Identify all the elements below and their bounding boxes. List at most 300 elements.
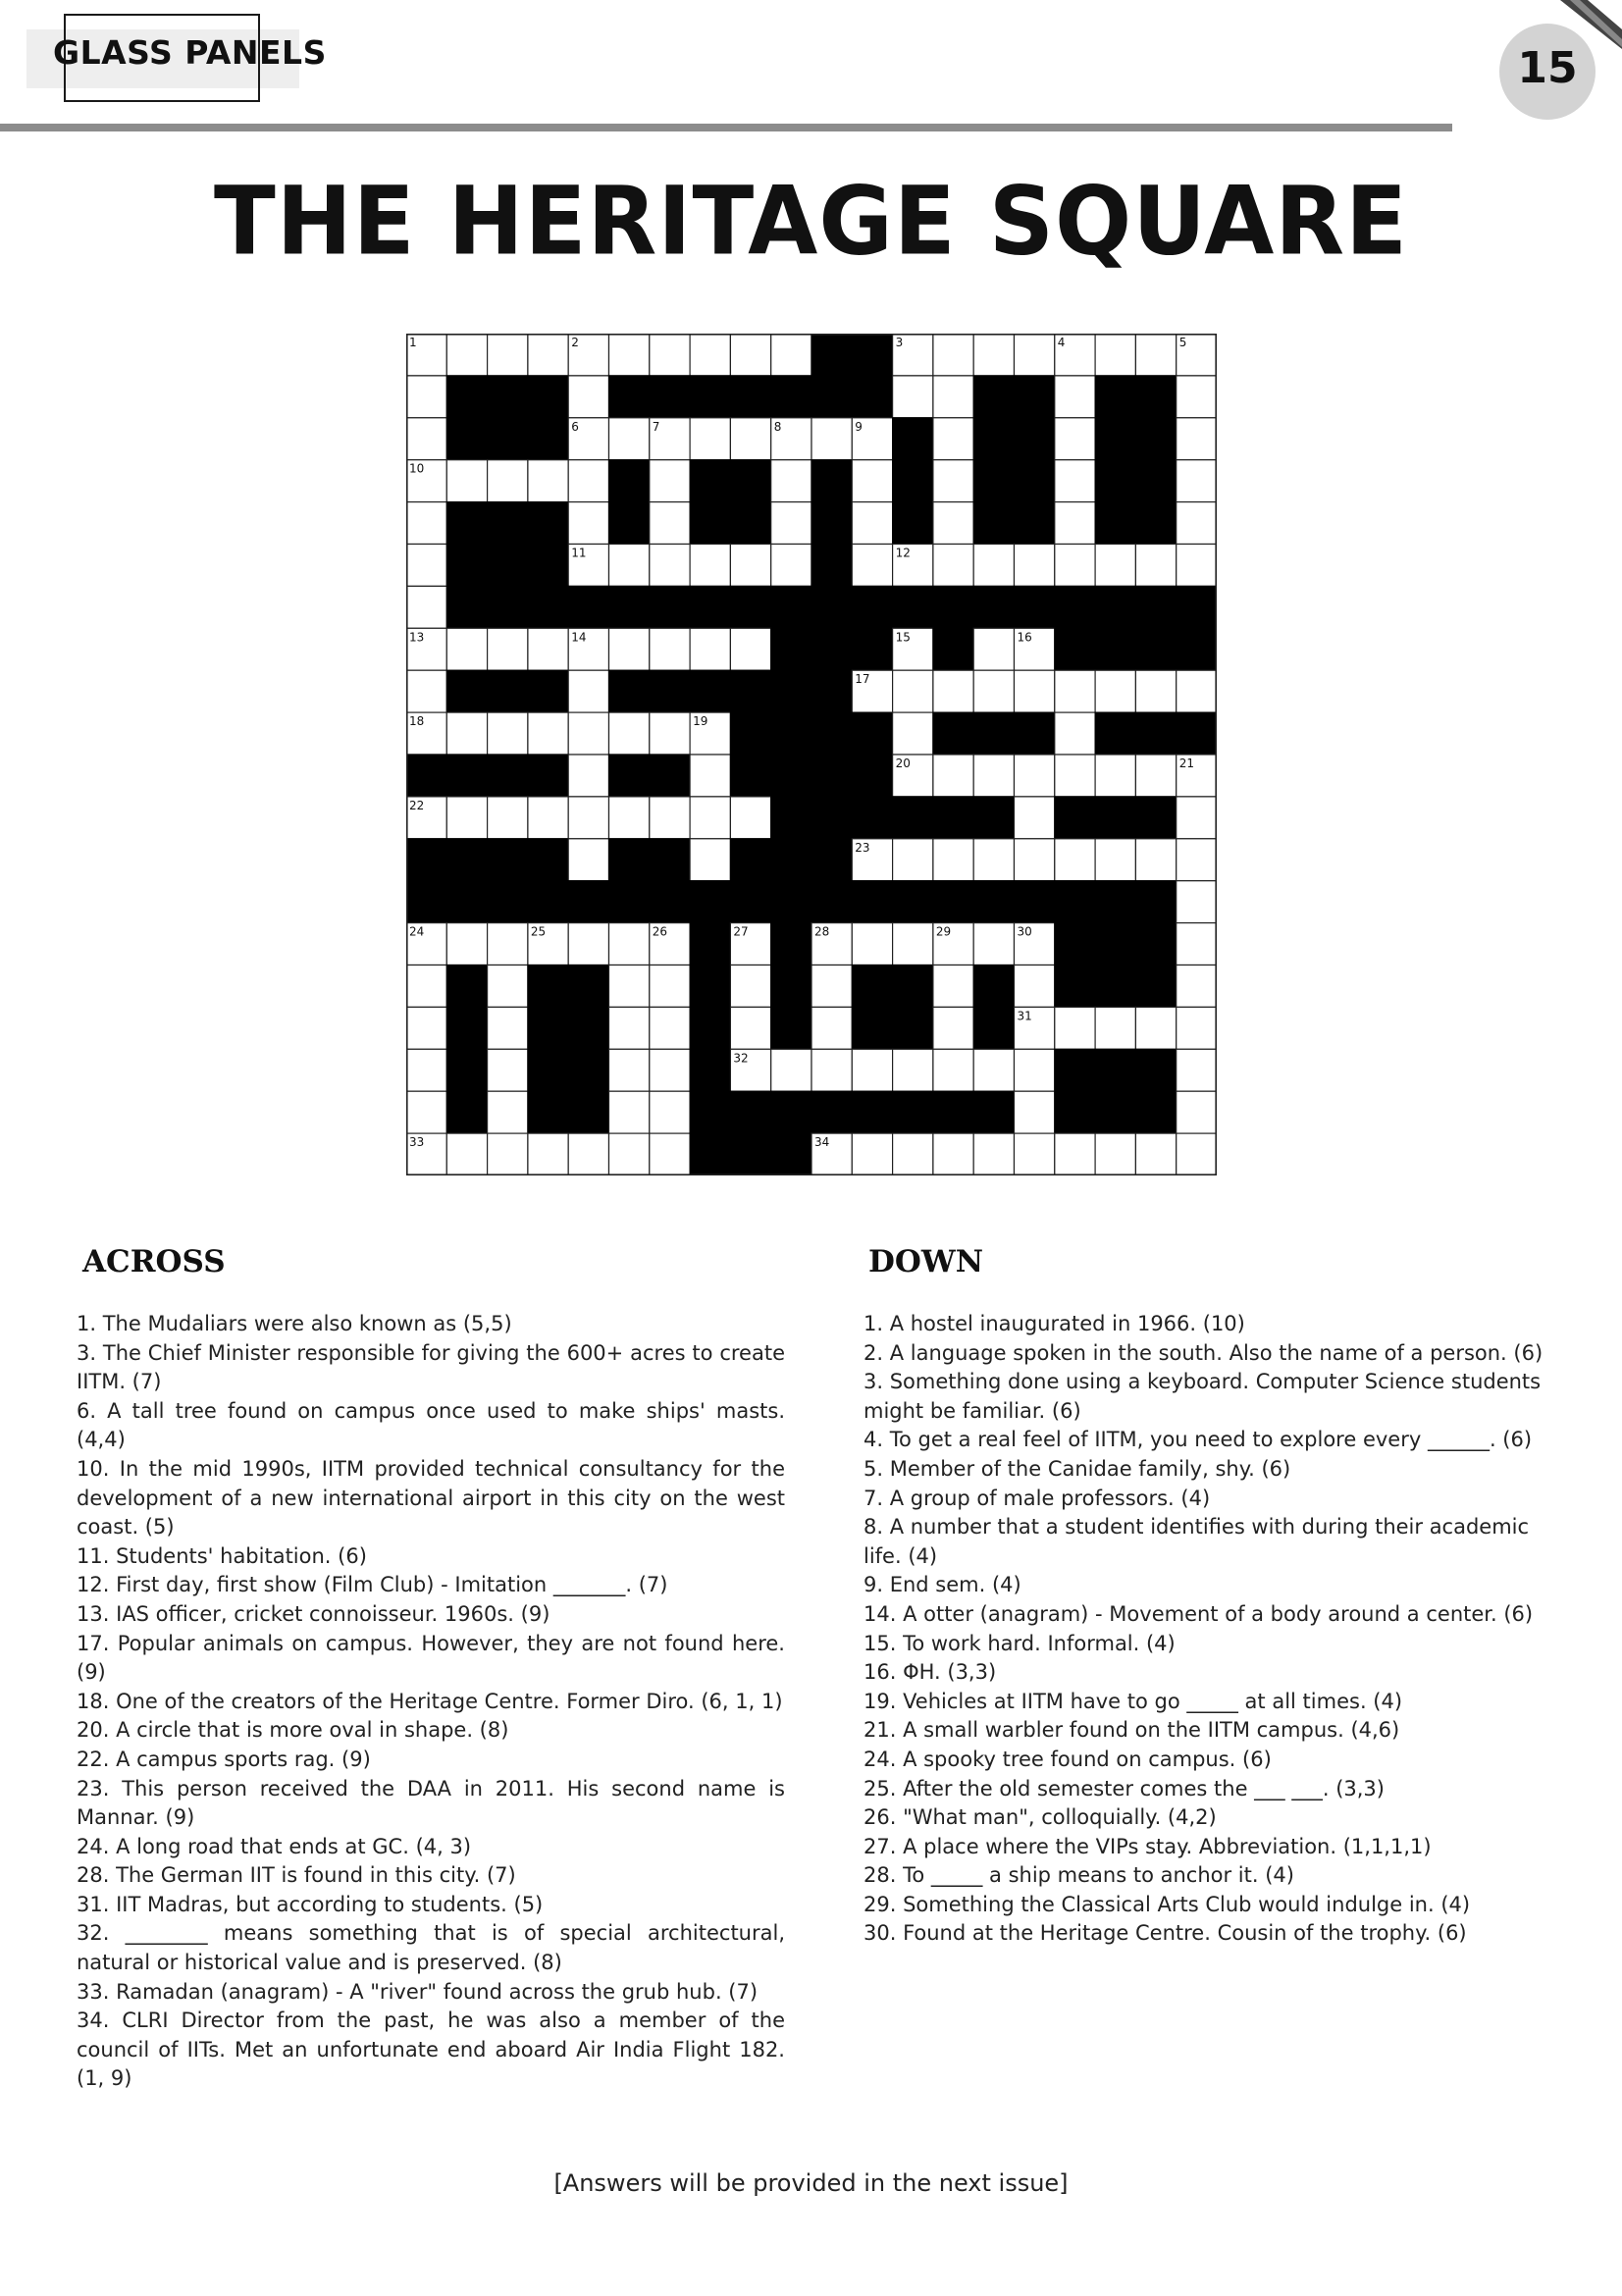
grid-answer-cell[interactable] bbox=[609, 712, 650, 755]
grid-answer-cell[interactable] bbox=[973, 923, 1014, 965]
grid-answer-cell[interactable] bbox=[1055, 839, 1095, 881]
grid-answer-cell[interactable] bbox=[933, 334, 973, 376]
grid-answer-cell[interactable] bbox=[1095, 334, 1135, 376]
grid-answer-cell[interactable] bbox=[568, 712, 608, 755]
grid-answer-cell[interactable] bbox=[1135, 670, 1176, 712]
grid-answer-cell[interactable] bbox=[1015, 1091, 1055, 1133]
grid-block-cell bbox=[811, 712, 852, 755]
grid-answer-cell[interactable] bbox=[1135, 755, 1176, 797]
grid-answer-cell[interactable] bbox=[568, 460, 608, 502]
grid-block-cell bbox=[1135, 881, 1176, 923]
grid-answer-cell[interactable] bbox=[1177, 1049, 1217, 1091]
grid-answer-cell[interactable] bbox=[973, 839, 1014, 881]
grid-answer-cell[interactable] bbox=[852, 1049, 892, 1091]
grid-answer-cell[interactable] bbox=[771, 334, 811, 376]
grid-answer-cell[interactable] bbox=[1055, 460, 1095, 502]
grid-answer-cell[interactable] bbox=[406, 502, 446, 545]
grid-block-cell bbox=[730, 460, 770, 502]
grid-answer-cell[interactable] bbox=[1055, 545, 1095, 587]
grid-answer-cell[interactable] bbox=[1177, 923, 1217, 965]
down-clue: 16. ΦH. (3,3) bbox=[863, 1660, 997, 1685]
grid-answer-cell[interactable] bbox=[1015, 334, 1055, 376]
grid-answer-cell[interactable] bbox=[406, 965, 446, 1008]
grid-answer-cell[interactable] bbox=[1177, 418, 1217, 460]
grid-answer-cell[interactable] bbox=[1095, 545, 1135, 587]
grid-answer-cell[interactable] bbox=[650, 1133, 690, 1175]
grid-answer-cell[interactable] bbox=[1177, 797, 1217, 839]
grid-answer-cell[interactable] bbox=[730, 628, 770, 670]
grid-answer-cell[interactable] bbox=[973, 1049, 1014, 1091]
grid-answer-cell[interactable] bbox=[650, 712, 690, 755]
grid-answer-cell[interactable] bbox=[568, 797, 608, 839]
grid-answer-cell[interactable] bbox=[1015, 755, 1055, 797]
down-clue: 28. To _____ a ship means to anchor it. (4) bbox=[863, 1863, 1294, 1888]
grid-block-cell bbox=[811, 755, 852, 797]
clue-number: 31 bbox=[1017, 1009, 1032, 1023]
grid-answer-cell[interactable] bbox=[650, 965, 690, 1008]
grid-answer-cell[interactable] bbox=[852, 460, 892, 502]
grid-block-cell bbox=[568, 586, 608, 628]
grid-block-cell bbox=[488, 881, 528, 923]
grid-answer-cell[interactable] bbox=[1177, 881, 1217, 923]
grid-answer-cell[interactable] bbox=[650, 1091, 690, 1133]
grid-answer-cell[interactable] bbox=[811, 418, 852, 460]
grid-block-cell bbox=[771, 755, 811, 797]
grid-answer-cell[interactable] bbox=[488, 797, 528, 839]
down-clue: 25. After the old semester comes the ___ ___. (3,3) bbox=[863, 1776, 1385, 1800]
grid-block-cell bbox=[690, 460, 730, 502]
clue-number: 7 bbox=[652, 419, 660, 434]
grid-block-cell bbox=[771, 628, 811, 670]
grid-block-cell bbox=[973, 1091, 1014, 1133]
grid-answer-cell[interactable] bbox=[933, 418, 973, 460]
grid-answer-cell[interactable] bbox=[811, 1049, 852, 1091]
grid-answer-cell[interactable] bbox=[933, 1049, 973, 1091]
grid-answer-cell[interactable] bbox=[1015, 965, 1055, 1008]
grid-answer-cell[interactable] bbox=[609, 628, 650, 670]
grid-answer-cell[interactable] bbox=[528, 797, 568, 839]
grid-answer-cell[interactable] bbox=[852, 545, 892, 587]
grid-answer-cell[interactable] bbox=[893, 712, 933, 755]
grid-answer-cell[interactable] bbox=[1015, 839, 1055, 881]
grid-answer-cell[interactable] bbox=[771, 502, 811, 545]
grid-answer-cell[interactable] bbox=[1095, 670, 1135, 712]
grid-block-cell bbox=[690, 1133, 730, 1175]
grid-block-cell bbox=[690, 1007, 730, 1049]
grid-answer-cell[interactable] bbox=[1177, 1133, 1217, 1175]
grid-answer-cell[interactable] bbox=[568, 923, 608, 965]
grid-block-cell bbox=[1135, 923, 1176, 965]
grid-answer-cell[interactable] bbox=[650, 545, 690, 587]
grid-block-cell bbox=[690, 502, 730, 545]
grid-answer-cell[interactable] bbox=[1177, 1007, 1217, 1049]
grid-block-cell bbox=[1015, 502, 1055, 545]
down-clue: 21. A small warbler found on the IITM campus. (4,6) bbox=[863, 1718, 1400, 1743]
grid-answer-cell[interactable] bbox=[528, 712, 568, 755]
across-clue: 18. One of the creators of the Heritage Centre. Former Diro. (6, 1, 1) bbox=[77, 1689, 783, 1713]
grid-answer-cell[interactable] bbox=[528, 460, 568, 502]
down-clue: 19. Vehicles at IITM have to go _____ at all times. (4) bbox=[863, 1689, 1403, 1713]
grid-answer-cell[interactable] bbox=[811, 965, 852, 1008]
grid-block-cell bbox=[933, 628, 973, 670]
grid-answer-cell[interactable] bbox=[973, 545, 1014, 587]
grid-block-cell bbox=[1015, 376, 1055, 418]
clue-number: 24 bbox=[409, 924, 425, 939]
grid-block-cell bbox=[568, 1091, 608, 1133]
down-clue: 27. A place where the VIPs stay. Abbreviation. (1,1,1,1) bbox=[863, 1834, 1432, 1858]
grid-answer-cell[interactable] bbox=[933, 670, 973, 712]
down-clue: 30. Found at the Heritage Centre. Cousin of the trophy. (6) bbox=[863, 1921, 1467, 1946]
grid-answer-cell[interactable] bbox=[1177, 376, 1217, 418]
grid-answer-cell[interactable] bbox=[488, 1049, 528, 1091]
grid-answer-cell[interactable] bbox=[488, 1133, 528, 1175]
grid-answer-cell[interactable] bbox=[933, 376, 973, 418]
clue-number: 21 bbox=[1178, 757, 1194, 770]
grid-answer-cell[interactable] bbox=[852, 502, 892, 545]
grid-block-cell bbox=[730, 502, 770, 545]
grid-answer-cell[interactable] bbox=[690, 797, 730, 839]
grid-block-cell bbox=[488, 670, 528, 712]
grid-block-cell bbox=[811, 545, 852, 587]
across-clue: 22. A campus sports rag. (9) bbox=[77, 1747, 371, 1771]
grid-block-cell bbox=[852, 334, 892, 376]
grid-answer-cell[interactable] bbox=[1135, 334, 1176, 376]
grid-block-cell bbox=[973, 881, 1014, 923]
grid-answer-cell[interactable] bbox=[406, 1007, 446, 1049]
grid-block-cell bbox=[771, 1133, 811, 1175]
grid-answer-cell[interactable] bbox=[771, 545, 811, 587]
grid-answer-cell[interactable] bbox=[1015, 1049, 1055, 1091]
grid-block-cell bbox=[933, 797, 973, 839]
down-clue: 3. Something done using a keyboard. Computer Science students might be familiar. (6) bbox=[863, 1370, 1542, 1423]
grid-block-cell bbox=[528, 670, 568, 712]
grid-answer-cell[interactable] bbox=[1015, 1133, 1055, 1175]
grid-answer-cell[interactable] bbox=[488, 923, 528, 965]
grid-answer-cell[interactable] bbox=[1055, 502, 1095, 545]
grid-answer-cell[interactable] bbox=[406, 545, 446, 587]
grid-answer-cell[interactable] bbox=[568, 1133, 608, 1175]
grid-block-cell bbox=[1095, 965, 1135, 1008]
grid-answer-cell[interactable] bbox=[1095, 839, 1135, 881]
section-label: GLASS PANELS bbox=[53, 33, 327, 72]
grid-block-cell bbox=[811, 797, 852, 839]
grid-answer-cell[interactable] bbox=[1135, 545, 1176, 587]
grid-answer-cell[interactable] bbox=[446, 1133, 487, 1175]
grid-answer-cell[interactable] bbox=[973, 670, 1014, 712]
grid-answer-cell[interactable] bbox=[568, 376, 608, 418]
grid-block-cell bbox=[650, 376, 690, 418]
grid-block-cell bbox=[771, 1007, 811, 1049]
grid-answer-cell[interactable] bbox=[568, 670, 608, 712]
grid-block-cell bbox=[568, 881, 608, 923]
grid-answer-cell[interactable] bbox=[973, 334, 1014, 376]
grid-answer-cell[interactable] bbox=[528, 628, 568, 670]
grid-answer-cell[interactable] bbox=[933, 545, 973, 587]
down-clue: 7. A group of male professors. (4) bbox=[863, 1486, 1211, 1510]
grid-block-cell bbox=[1015, 460, 1055, 502]
grid-answer-cell[interactable] bbox=[1177, 1091, 1217, 1133]
grid-answer-cell[interactable] bbox=[690, 839, 730, 881]
grid-block-cell bbox=[933, 881, 973, 923]
grid-block-cell bbox=[893, 965, 933, 1008]
grid-answer-cell[interactable] bbox=[568, 839, 608, 881]
grid-block-cell bbox=[1095, 586, 1135, 628]
grid-answer-cell[interactable] bbox=[730, 1007, 770, 1049]
grid-answer-cell[interactable] bbox=[893, 923, 933, 965]
grid-answer-cell[interactable] bbox=[650, 1049, 690, 1091]
grid-block-cell bbox=[528, 376, 568, 418]
grid-block-cell bbox=[852, 797, 892, 839]
grid-answer-cell[interactable] bbox=[690, 755, 730, 797]
grid-answer-cell[interactable] bbox=[406, 1049, 446, 1091]
grid-block-cell bbox=[528, 881, 568, 923]
clue-number: 22 bbox=[409, 798, 425, 812]
grid-answer-cell[interactable] bbox=[1177, 670, 1217, 712]
grid-answer-cell[interactable] bbox=[893, 839, 933, 881]
grid-block-cell bbox=[973, 376, 1014, 418]
grid-answer-cell[interactable] bbox=[609, 923, 650, 965]
grid-answer-cell[interactable] bbox=[933, 839, 973, 881]
grid-answer-cell[interactable] bbox=[1015, 797, 1055, 839]
grid-block-cell bbox=[528, 1007, 568, 1049]
grid-answer-cell[interactable] bbox=[973, 628, 1014, 670]
grid-block-cell bbox=[1177, 628, 1217, 670]
grid-answer-cell[interactable] bbox=[609, 334, 650, 376]
grid-answer-cell[interactable] bbox=[406, 670, 446, 712]
grid-answer-cell[interactable] bbox=[1135, 1007, 1176, 1049]
grid-answer-cell[interactable] bbox=[730, 965, 770, 1008]
grid-answer-cell[interactable] bbox=[446, 334, 487, 376]
grid-answer-cell[interactable] bbox=[933, 1133, 973, 1175]
across-clue: 3. The Chief Minister responsible for giving the 600+ acres to create IITM. (7) bbox=[77, 1340, 785, 1394]
grid-block-cell bbox=[488, 545, 528, 587]
grid-answer-cell[interactable] bbox=[1055, 1133, 1095, 1175]
header-divider bbox=[0, 124, 1452, 131]
grid-block-cell bbox=[528, 1049, 568, 1091]
grid-answer-cell[interactable] bbox=[609, 545, 650, 587]
grid-answer-cell[interactable] bbox=[650, 1007, 690, 1049]
grid-answer-cell[interactable] bbox=[609, 965, 650, 1008]
grid-block-cell bbox=[1015, 418, 1055, 460]
grid-block-cell bbox=[811, 376, 852, 418]
grid-answer-cell[interactable] bbox=[650, 797, 690, 839]
grid-answer-cell[interactable] bbox=[730, 418, 770, 460]
grid-answer-cell[interactable] bbox=[730, 797, 770, 839]
grid-answer-cell[interactable] bbox=[446, 460, 487, 502]
grid-answer-cell[interactable] bbox=[568, 502, 608, 545]
grid-answer-cell[interactable] bbox=[1177, 502, 1217, 545]
grid-block-cell bbox=[893, 1091, 933, 1133]
grid-block-cell bbox=[933, 1091, 973, 1133]
grid-block-cell bbox=[406, 755, 446, 797]
grid-block-cell bbox=[771, 670, 811, 712]
grid-answer-cell[interactable] bbox=[528, 334, 568, 376]
grid-answer-cell[interactable] bbox=[730, 545, 770, 587]
grid-block-cell bbox=[690, 586, 730, 628]
grid-block-cell bbox=[973, 1007, 1014, 1049]
grid-answer-cell[interactable] bbox=[811, 1007, 852, 1049]
grid-answer-cell[interactable] bbox=[406, 1091, 446, 1133]
grid-answer-cell[interactable] bbox=[609, 797, 650, 839]
grid-answer-cell[interactable] bbox=[730, 334, 770, 376]
grid-answer-cell[interactable] bbox=[933, 755, 973, 797]
grid-block-cell bbox=[1095, 376, 1135, 418]
grid-answer-cell[interactable] bbox=[650, 334, 690, 376]
grid-answer-cell[interactable] bbox=[893, 1049, 933, 1091]
grid-answer-cell[interactable] bbox=[446, 712, 487, 755]
grid-answer-cell[interactable] bbox=[933, 460, 973, 502]
grid-block-cell bbox=[488, 376, 528, 418]
grid-answer-cell[interactable] bbox=[1055, 376, 1095, 418]
grid-answer-cell[interactable] bbox=[488, 460, 528, 502]
grid-answer-cell[interactable] bbox=[1177, 839, 1217, 881]
grid-answer-cell[interactable] bbox=[1095, 1133, 1135, 1175]
clue-number: 5 bbox=[1178, 336, 1187, 349]
grid-answer-cell[interactable] bbox=[690, 628, 730, 670]
grid-answer-cell[interactable] bbox=[1135, 839, 1176, 881]
grid-answer-cell[interactable] bbox=[609, 1091, 650, 1133]
grid-block-cell bbox=[650, 755, 690, 797]
grid-answer-cell[interactable] bbox=[1135, 1133, 1176, 1175]
grid-block-cell bbox=[446, 755, 487, 797]
grid-block-cell bbox=[893, 502, 933, 545]
grid-answer-cell[interactable] bbox=[406, 418, 446, 460]
grid-answer-cell[interactable] bbox=[690, 418, 730, 460]
grid-answer-cell[interactable] bbox=[446, 628, 487, 670]
clue-number: 32 bbox=[733, 1051, 749, 1066]
grid-block-cell bbox=[528, 545, 568, 587]
grid-block-cell bbox=[446, 586, 487, 628]
grid-block-cell bbox=[446, 418, 487, 460]
grid-block-cell bbox=[446, 545, 487, 587]
across-clue: 23. This person received the DAA in 2011. His second name is Mannar. (9) bbox=[77, 1776, 785, 1830]
grid-answer-cell[interactable] bbox=[1177, 545, 1217, 587]
grid-answer-cell[interactable] bbox=[488, 1007, 528, 1049]
grid-answer-cell[interactable] bbox=[528, 1133, 568, 1175]
down-clue: 1. A hostel inaugurated in 1966. (10) bbox=[863, 1312, 1245, 1335]
grid-answer-cell[interactable] bbox=[446, 923, 487, 965]
grid-answer-cell[interactable] bbox=[933, 1007, 973, 1049]
grid-block-cell bbox=[771, 797, 811, 839]
across-clue: 13. IAS officer, cricket connoisseur. 1960s. (9) bbox=[77, 1601, 550, 1626]
grid-answer-cell[interactable] bbox=[568, 755, 608, 797]
grid-answer-cell[interactable] bbox=[690, 334, 730, 376]
grid-block-cell bbox=[1095, 418, 1135, 460]
grid-block-cell bbox=[609, 460, 650, 502]
grid-block-cell bbox=[690, 1091, 730, 1133]
grid-answer-cell[interactable] bbox=[609, 1049, 650, 1091]
grid-answer-cell[interactable] bbox=[609, 1133, 650, 1175]
grid-answer-cell[interactable] bbox=[488, 1091, 528, 1133]
grid-answer-cell[interactable] bbox=[852, 923, 892, 965]
grid-answer-cell[interactable] bbox=[973, 1133, 1014, 1175]
grid-answer-cell[interactable] bbox=[1055, 418, 1095, 460]
page-title: THE HERITAGE SQUARE bbox=[214, 166, 1408, 277]
grid-answer-cell[interactable] bbox=[488, 628, 528, 670]
grid-block-cell bbox=[852, 1007, 892, 1049]
grid-answer-cell[interactable] bbox=[406, 376, 446, 418]
grid-answer-cell[interactable] bbox=[1055, 1007, 1095, 1049]
grid-answer-cell[interactable] bbox=[609, 418, 650, 460]
grid-block-cell bbox=[446, 502, 487, 545]
grid-block-cell bbox=[1055, 965, 1095, 1008]
grid-answer-cell[interactable] bbox=[488, 712, 528, 755]
clue-number: 9 bbox=[855, 419, 863, 434]
grid-answer-cell[interactable] bbox=[973, 755, 1014, 797]
grid-answer-cell[interactable] bbox=[933, 502, 973, 545]
grid-block-cell bbox=[446, 376, 487, 418]
grid-answer-cell[interactable] bbox=[488, 334, 528, 376]
grid-block-cell bbox=[893, 797, 933, 839]
grid-block-cell bbox=[771, 1091, 811, 1133]
grid-answer-cell[interactable] bbox=[446, 797, 487, 839]
grid-block-cell bbox=[1095, 1091, 1135, 1133]
clue-number: 26 bbox=[652, 924, 668, 939]
across-clue: 11. Students' habitation. (6) bbox=[77, 1543, 367, 1568]
grid-block-cell bbox=[730, 1133, 770, 1175]
grid-answer-cell[interactable] bbox=[771, 460, 811, 502]
page-number: 15 bbox=[1517, 43, 1578, 93]
grid-answer-cell[interactable] bbox=[650, 502, 690, 545]
across-clue: 20. A circle that is more oval in shape. (8) bbox=[77, 1718, 509, 1743]
grid-block-cell bbox=[973, 460, 1014, 502]
grid-block-cell bbox=[1055, 1091, 1095, 1133]
grid-answer-cell[interactable] bbox=[1095, 1007, 1135, 1049]
grid-answer-cell[interactable] bbox=[771, 1049, 811, 1091]
grid-answer-cell[interactable] bbox=[1015, 545, 1055, 587]
grid-block-cell bbox=[852, 965, 892, 1008]
grid-answer-cell[interactable] bbox=[1177, 460, 1217, 502]
grid-answer-cell[interactable] bbox=[893, 670, 933, 712]
grid-answer-cell[interactable] bbox=[650, 628, 690, 670]
grid-block-cell bbox=[1135, 628, 1176, 670]
grid-answer-cell[interactable] bbox=[609, 1007, 650, 1049]
grid-block-cell bbox=[609, 376, 650, 418]
grid-answer-cell[interactable] bbox=[488, 965, 528, 1008]
grid-answer-cell[interactable] bbox=[1055, 712, 1095, 755]
clue-number: 25 bbox=[530, 924, 547, 939]
grid-answer-cell[interactable] bbox=[1015, 670, 1055, 712]
grid-answer-cell[interactable] bbox=[893, 376, 933, 418]
grid-answer-cell[interactable] bbox=[933, 965, 973, 1008]
grid-answer-cell[interactable] bbox=[1055, 670, 1095, 712]
grid-block-cell bbox=[973, 797, 1014, 839]
grid-block-cell bbox=[730, 586, 770, 628]
grid-answer-cell[interactable] bbox=[852, 1133, 892, 1175]
grid-block-cell bbox=[811, 586, 852, 628]
grid-answer-cell[interactable] bbox=[690, 545, 730, 587]
grid-answer-cell[interactable] bbox=[1055, 755, 1095, 797]
clue-number: 13 bbox=[409, 630, 425, 645]
clue-number: 10 bbox=[409, 461, 425, 476]
down-clue: 4. To get a real feel of IITM, you need to explore every ______. (6) bbox=[863, 1428, 1533, 1452]
grid-block-cell bbox=[609, 586, 650, 628]
grid-block-cell bbox=[1135, 712, 1176, 755]
grid-answer-cell[interactable] bbox=[893, 1133, 933, 1175]
grid-answer-cell[interactable] bbox=[650, 460, 690, 502]
grid-answer-cell[interactable] bbox=[406, 586, 446, 628]
grid-answer-cell[interactable] bbox=[1177, 965, 1217, 1008]
grid-block-cell bbox=[446, 1007, 487, 1049]
grid-block-cell bbox=[852, 376, 892, 418]
clue-number: 29 bbox=[935, 924, 952, 939]
clue-number: 8 bbox=[773, 419, 782, 434]
grid-block-cell bbox=[650, 670, 690, 712]
grid-answer-cell[interactable] bbox=[1095, 755, 1135, 797]
grid-block-cell bbox=[650, 586, 690, 628]
grid-block-cell bbox=[730, 755, 770, 797]
grid-block-cell bbox=[1135, 418, 1176, 460]
